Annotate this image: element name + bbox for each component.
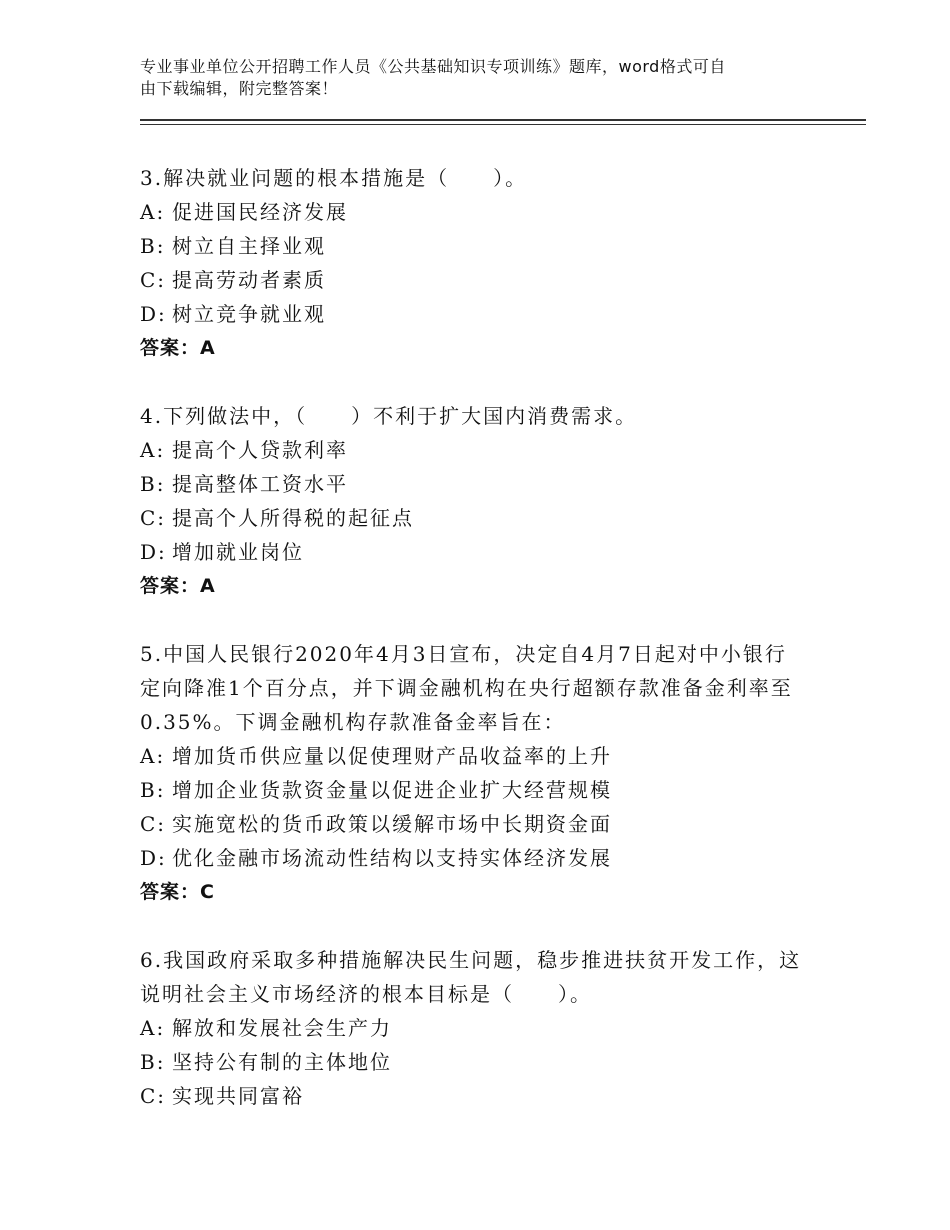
page-header (140, 56, 820, 100)
header-line-1: 专业事业单位公开招聘工作人员《公共基础知识专项训练》题库，word格式可自 (140, 57, 726, 76)
option-key: C: (140, 268, 167, 292)
option-key: D: (140, 846, 167, 870)
option-a (140, 195, 820, 229)
header-divider-thick (140, 119, 866, 121)
question-6 (140, 943, 820, 1113)
question-stem: 3.解决就业问题的根本措施是（ ）。 (140, 166, 528, 190)
answer-label: 答案：A (140, 575, 216, 597)
option-a (140, 1011, 820, 1045)
option-key: B: (140, 234, 166, 258)
option-key: C: (140, 506, 167, 530)
option-text: 促进国民经济发展 (172, 200, 348, 224)
option-c (140, 263, 820, 297)
header-divider-thin (140, 124, 866, 125)
option-text: 解放和发展社会生产力 (172, 1016, 392, 1040)
header-line-2: 由下载编辑，附完整答案！ (140, 79, 339, 98)
option-key: A: (140, 438, 166, 462)
option-text: 提高劳动者素质 (172, 268, 326, 292)
option-text: 提高个人所得税的起征点 (172, 506, 414, 530)
question-stem-line-3: 0.35%。下调金融机构存款准备金率旨在： (140, 710, 566, 734)
option-text: 实现共同富裕 (172, 1084, 304, 1108)
option-key: A: (140, 744, 166, 768)
question-stem-line-1: 5.中国人民银行2020年4月3日宣布，决定自4月7日起对中小银行 (140, 642, 787, 666)
answer-label: 答案：C (140, 881, 215, 903)
option-d (140, 297, 820, 331)
option-b (140, 467, 820, 501)
option-a (140, 433, 820, 467)
option-c (140, 807, 820, 841)
option-text: 提高个人贷款利率 (172, 438, 348, 462)
option-text: 提高整体工资水平 (172, 472, 348, 496)
option-text: 增加就业岗位 (172, 540, 304, 564)
option-text: 增加货币供应量以促使理财产品收益率的上升 (172, 744, 612, 768)
option-key: B: (140, 1050, 166, 1074)
option-text: 增加企业货款资金量以促进企业扩大经营规模 (172, 778, 612, 802)
option-key: B: (140, 472, 166, 496)
option-d (140, 535, 820, 569)
option-b (140, 229, 820, 263)
option-text: 优化金融市场流动性结构以支持实体经济发展 (172, 846, 612, 870)
option-b (140, 773, 820, 807)
option-d (140, 841, 820, 875)
question-stem-line-2: 定向降准1个百分点，并下调金融机构在央行超额存款准备金利率至 (140, 676, 793, 700)
option-key: D: (140, 540, 167, 564)
option-key: C: (140, 1084, 167, 1108)
question-list (140, 161, 820, 1147)
option-key: D: (140, 302, 167, 326)
option-text: 坚持公有制的主体地位 (172, 1050, 392, 1074)
option-a (140, 739, 820, 773)
question-5 (140, 637, 820, 909)
option-text: 实施宽松的货币政策以缓解市场中长期资金面 (172, 812, 612, 836)
question-3 (140, 161, 820, 365)
question-4 (140, 399, 820, 603)
question-stem-line-1: 6.我国政府采取多种措施解决民生问题，稳步推进扶贫开发工作，这 (140, 948, 802, 972)
option-b (140, 1045, 820, 1079)
option-text: 树立竞争就业观 (172, 302, 326, 326)
option-c (140, 1079, 820, 1113)
option-text: 树立自主择业观 (172, 234, 326, 258)
option-key: B: (140, 778, 166, 802)
option-key: A: (140, 200, 166, 224)
question-stem-line-2: 说明社会主义市场经济的根本目标是（ ）。 (140, 982, 592, 1006)
option-key: A: (140, 1016, 166, 1040)
answer-label: 答案：A (140, 337, 216, 359)
option-key: C: (140, 812, 167, 836)
question-stem: 4.下列做法中，（ ）不利于扩大国内消费需求。 (140, 404, 638, 428)
option-c (140, 501, 820, 535)
